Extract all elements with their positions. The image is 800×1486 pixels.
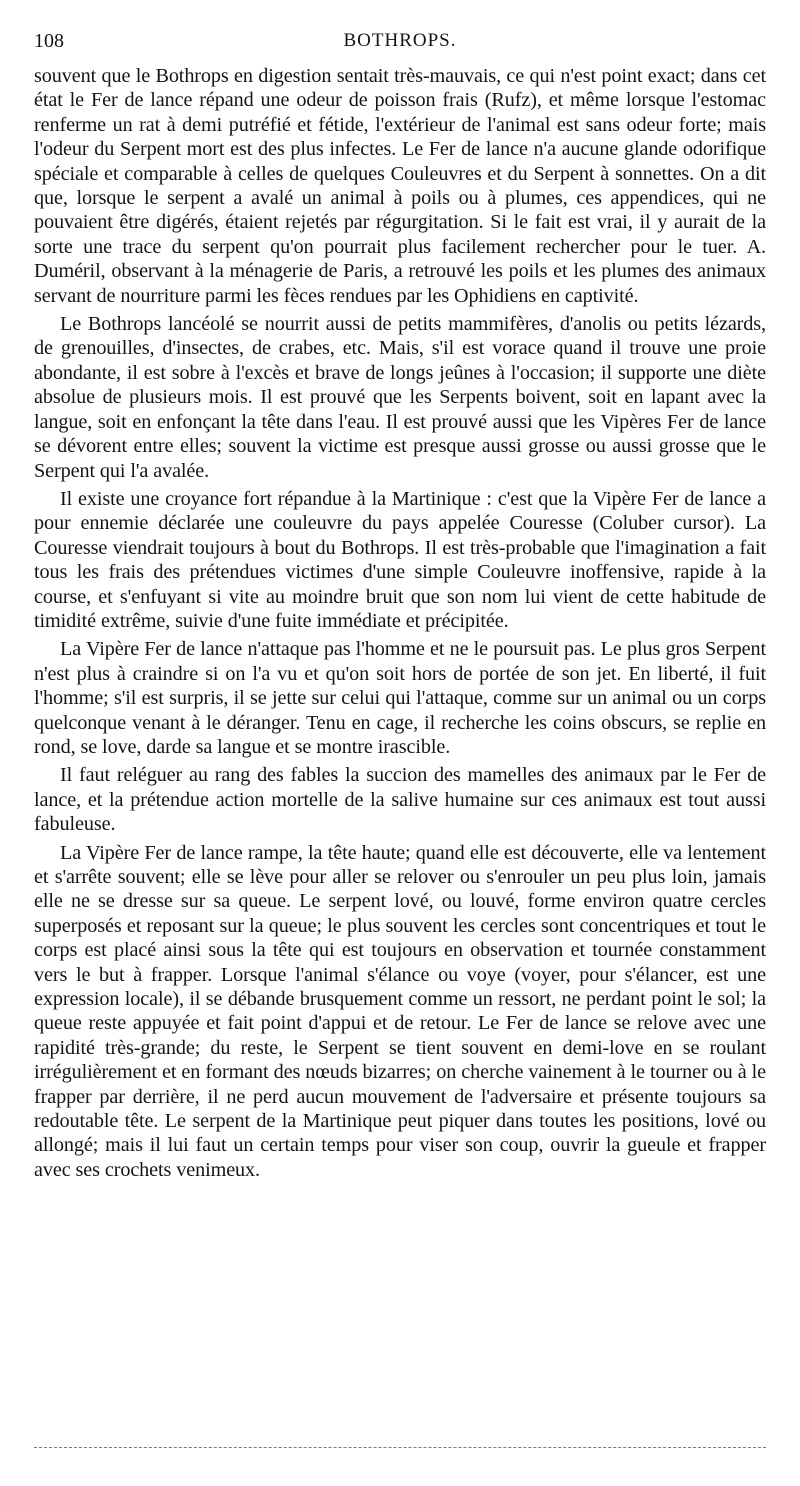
page-number: 108 [34, 30, 64, 52]
paragraph-5: Il faut reléguer au rang des fables la succion des mamelles des animaux par le Fer de lance, et la prétendue action mortelle de la salive humaine sur ces animaux est tout aussi fabuleuse. [34, 764, 766, 836]
paragraph-4: La Vipère Fer de lance n'attaque pas l'homme et ne le poursuit pas. Le plus gros Serpent n'est plus à craindre si on l'a vu et qu'on soit hors de portée de son jet. En liberté, il fuit l'homme; s'il est surpris, il se jette sur celui qui l'attaque, comme sur un animal ou un corps quelconque venant à le déranger. Tenu en cage, il recherche les coins obscurs, se replie en rond, se love, darde sa langue et se montre irascible. [34, 638, 766, 758]
paragraph-3: Il existe une croyance fort répandue à la Martinique : c'est que la Vipère Fer de lance a pour ennemie déclarée une couleuvre du pays appelée Couresse (Coluber cursor). La Couresse viendrait toujours à bout du Bothrops. Il est très-probable que l'imagination a fait tous les frais des prétendues victimes d'une simple Couleuvre inoffensive, rapide à la course, et s'enfuyant si vite au moindre bruit que son nom lui vient de cette habitude de timidité extrême, suivie d'une fuite immédiate et précipitée. [34, 487, 766, 632]
page-header [34, 30, 766, 58]
running-title: BOTHROPS. [343, 30, 457, 51]
paragraph-2: Le Bothrops lancéolé se nourrit aussi de petits mammifères, d'anolis ou petits lézards, de grenouilles, d'insectes, de crabes, etc. Mais, s'il est vorace quand il trouve une proie abondante, il est sobre à l'excès et brave de longs jeûnes à l'occasion; il supporte une diète absolue de plusieurs mois. Il est prouvé que les Serpents boivent, soit en lapant avec la langue, soit en enfonçant la tête dans l'eau. Il est prouvé aussi que les Vipères Fer de lance se dévorent entre elles; souvent la victime est presque aussi grosse ou aussi grosse que le Serpent qui l'a avalée. [34, 313, 766, 482]
bottom-divider [34, 1447, 766, 1448]
body-text [34, 64, 766, 1182]
paragraph-1: souvent que le Bothrops en digestion sentait très-mauvais, ce qui n'est point exact; dans cet état le Fer de lance répand une odeur de poisson frais (Rufz), et même lorsque l'estomac renferme un rat à demi putréfié et fétide, l'extérieur de l'animal est sans odeur forte; mais l'odeur du Serpent mort est des plus infectes. Le Fer de lance n'a aucune glande odorifique spéciale et comparable à celles de quelques Couleuvres et du Serpent à sonnettes. On a dit que, lorsque le serpent a avalé un animal à poils ou à plumes, ces appendices, qui ne pouvaient être digérés, étaient rejetés par régurgitation. Si le fait est vrai, il y aurait de la sorte une trace du serpent qu'on pourrait plus facilement rechercher pour le tuer. A. Duméril, observant à la ménagerie de Paris, a retrouvé les poils et les plumes des animaux servant de nourriture parmi les fèces rendues par les Ophidiens en captivité. [34, 65, 766, 307]
paragraph-6: La Vipère Fer de lance rampe, la tête haute; quand elle est découverte, elle va lentement et s'arrête souvent; elle se lève pour aller se relover ou s'enrouler un peu plus loin, jamais elle ne se dresse sur sa queue. Le serpent lové, ou louvé, forme environ quatre cercles superposés et reposant sur la queue; le plus souvent les cercles sont concentriques et tout le corps est placé ainsi sous la tête qui est toujours en observation et tournée constamment vers le but à frapper. Lorsque l'animal s'élance ou voye (voyer, pour s'élancer, est une expression locale), il se débande brusquement comme un ressort, ne perdant point le sol; la queue reste appuyée et fait point d'appui et de retour. Le Fer de lance se relove avec une rapidité très-grande; du reste, le Serpent se tient souvent en demi-love en se roulant irrégulièrement et en formant des nœuds bizarres; on cherche vainement à le tourner ou à le frapper par derrière, il ne perd aucun mouvement de l'adversaire et présente toujours sa redoutable tête. Le serpent de la Martinique peut piquer dans toutes les positions, lové ou allongé; mais il lui faut un certain temps pour viser son coup, ouvrir la gueule et frapper avec ses crochets venimeux. [34, 841, 766, 1181]
